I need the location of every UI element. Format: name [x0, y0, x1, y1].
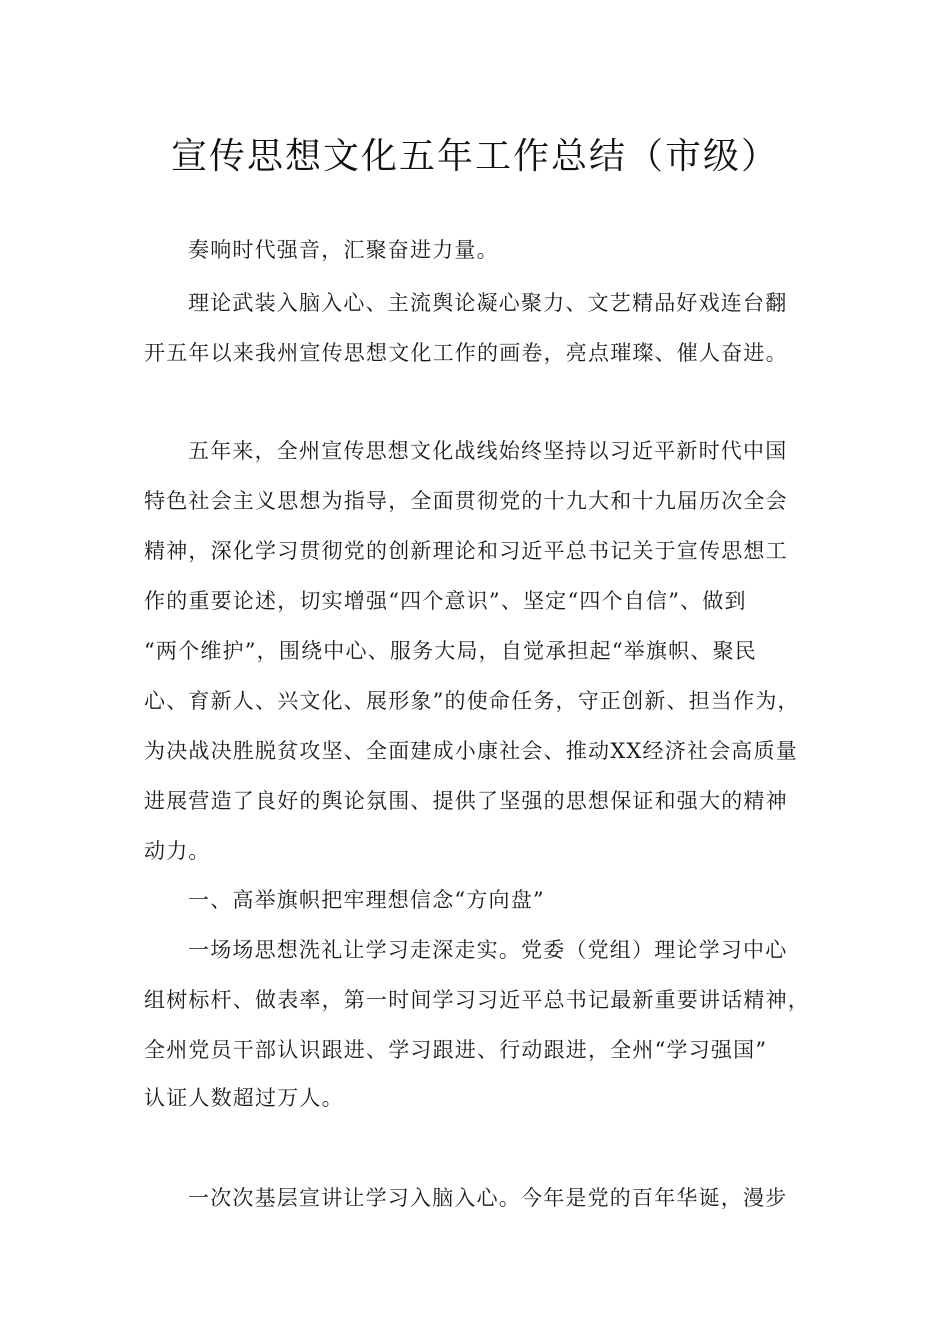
paragraph-line: 组树标杆、做表率，第一时间学习习近平总书记最新重要讲话精神，: [144, 988, 810, 1012]
paragraph-line: “两个维护”，围绕中心、服务大局，自觉承担起“举旗帜、聚民: [144, 639, 758, 663]
paragraph-line: 五年来，全州宣传思想文化战线始终坚持以习近平新时代中国: [188, 439, 788, 463]
paragraph-line: 作的重要论述，切实增强“四个意识”、坚定“四个自信”、做到: [144, 589, 747, 613]
paragraph-line: 为决战决胜脱贫攻坚、全面建成小康社会、推动XX经济社会高质量: [144, 739, 798, 763]
paragraph-line: 奏响时代强音，汇聚奋进力量。: [188, 238, 499, 262]
paragraph-line: 开五年以来我州宣传思想文化工作的画卷，亮点璀璨、催人奋进。: [144, 341, 788, 365]
paragraph-line: 动力。: [144, 839, 211, 863]
paragraph-line: 一次次基层宣讲让学习入脑入心。今年是党的百年华诞，漫步: [188, 1186, 788, 1210]
paragraph-line: 心、育新人、兴文化、展形象”的使命任务，守正创新、担当作为，: [144, 689, 800, 713]
paragraph-line: 理论武装入脑入心、主流舆论凝心聚力、文艺精品好戏连台翻: [188, 291, 788, 315]
section-heading: 一、高举旗帜把牢理想信念“方向盘”: [188, 888, 545, 912]
paragraph-line: 进展营造了良好的舆论氛围、提供了坚强的思想保证和强大的精神: [144, 789, 788, 813]
paragraph-line: 全州党员干部认识跟进、学习跟进、行动跟进，全州“学习强国”: [144, 1038, 768, 1062]
paragraph-line: 一场场思想洗礼让学习走深走实。党委（党组）理论学习中心: [188, 938, 788, 962]
paragraph-line: 认证人数超过万人。: [144, 1086, 344, 1110]
paragraph-line: 特色社会主义思想为指导，全面贯彻党的十九大和十九届历次全会: [144, 489, 788, 513]
paragraph-line: 精神，深化学习贯彻党的创新理论和习近平总书记关于宣传思想工: [144, 539, 788, 563]
document-title: 宣传思想文化五年工作总结（市级）: [170, 136, 779, 177]
